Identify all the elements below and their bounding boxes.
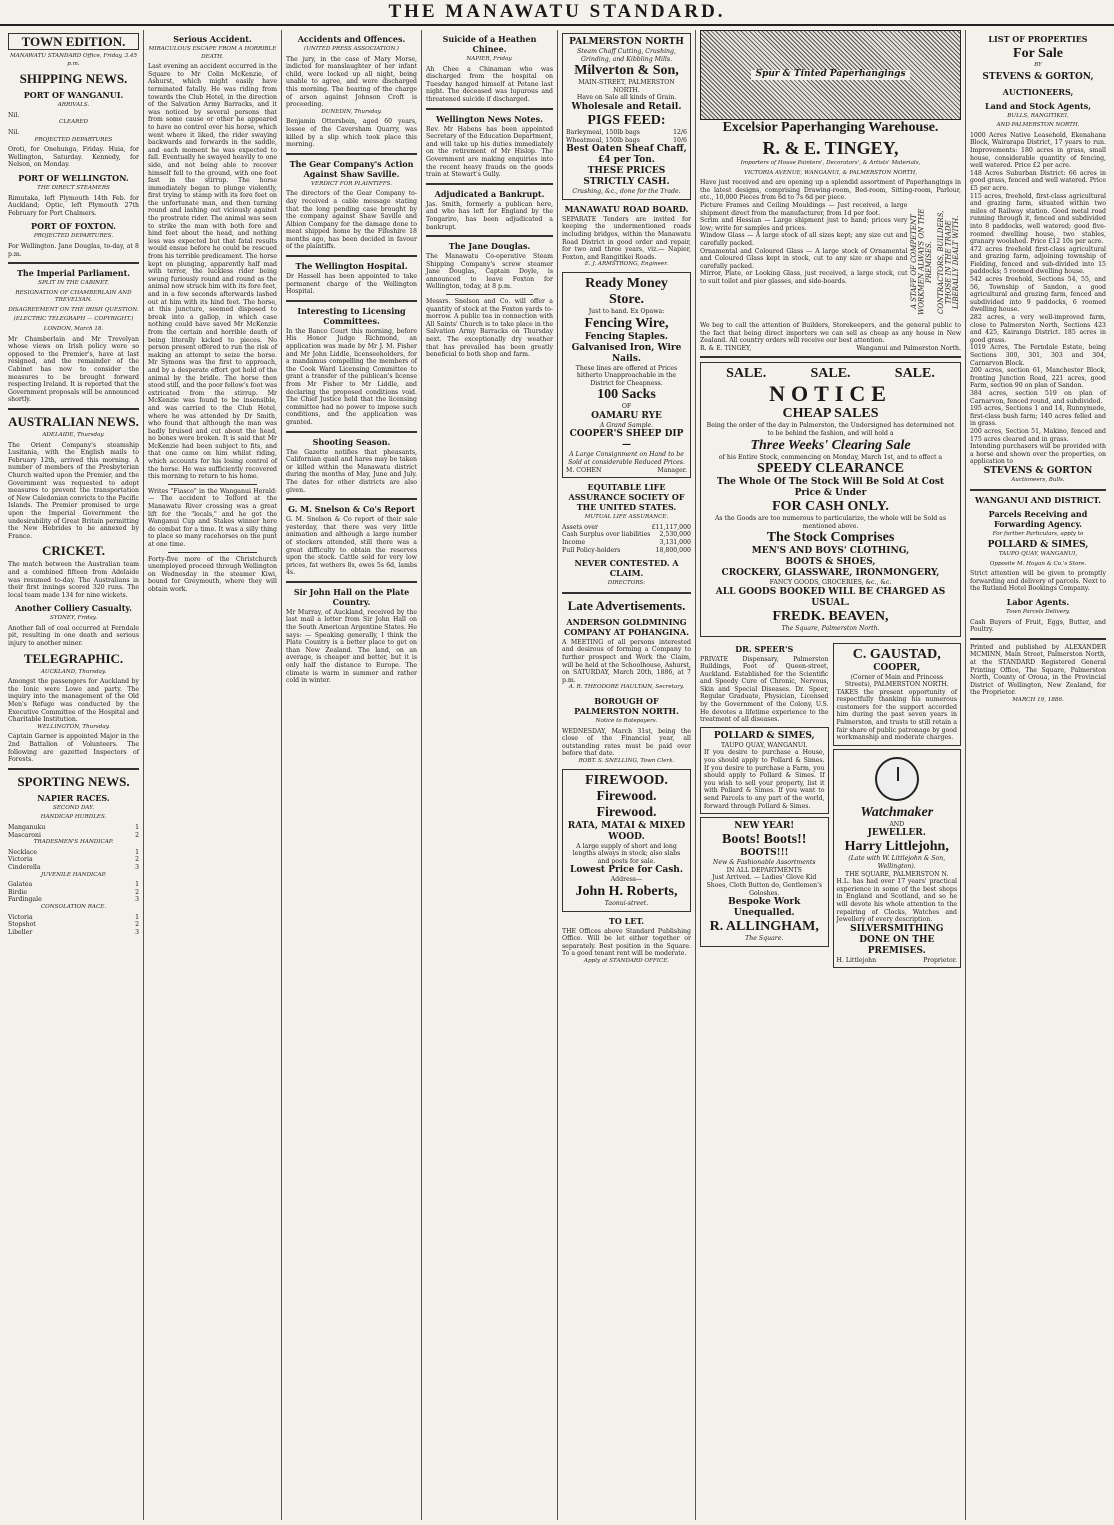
speedy-clearance: SPEEDY CLEARANCE [757,461,904,477]
stevens-role: Auctioneers, Bulls. [1011,476,1065,483]
adelaide-dateline: ADELAIDE, Thursday. [42,432,105,438]
port-wellington: PORT OF WELLINGTON. [18,172,129,183]
ad-trade: JEWELLER. [867,828,926,839]
pollard-name: POLLARD & SIMES, [987,540,1089,551]
littlejohn-ad [833,749,962,969]
port-foxton: PORT OF FOXTON. [31,221,116,232]
anderson-text: A MEETING of all persons interested and desirous of forming a Company to further prospect and Work the Claim, will be held at the Schoolhouse, Ashurst, on SATURDAY, March 20th, 1886, at 7 p.m. [562,638,691,684]
tingey-scrim: Scrim and Hessian — Large shipment just to hand; prices very low; write for samples and prices. [700,217,908,232]
dunedin-dateline: DUNEDIN, Thursday. [321,108,382,115]
resignation-sub: RESIGNATION OF CHAMBERLAIN AND TREVELYAN. [15,289,132,304]
accident-text: Last evening an accident occurred in the Square to Mr Colin McKenzie, of Ashurst, which might easily have terminated fatally. He was riding from towards the Club Hotel, in the direction of the Salvation Army Barracks, and it was noticed by several persons that from some cause or other he appeared to have no control over his horse, which went where it liked, the rider swaying backwards and forwards in the saddle, and each moment he was expected to fall. Eventually he swayed heavily to one side, and not being able to recover himself fell to the ground, with one foot fast in the stirrup. The horse immediately began to plunge violently, first trying to stamp with its fore feet on the unfortunate man, and then turning round and lashing out viciously against the prostrate rider. The animal was seen to strike the man with both fore and hind feet about the head, and nothing less was expected but that fatal results would ensue before he could be rescued from his terrible predicament. The horse kept on plunging, apparently half mad with terror, the luckless rider being swung furiously round and round as the animal now struck him with its fore feet, and in a few seconds afterwards lashed out at him with its hind feet. The horse, at this juncture, seemed disposed to break into a gallop, in which case nothing could have saved Mr McKenzie from the certain and horrible death of being literally kicked to pieces. No person present offered to run the risk of making an attempt to seize the horse. Mr Symons was the first to approach, and by a desperate effort got hold of the animal by the bridle. The horse then stood still, and the poor fellow's foot was extricated from the stirrup. Mr McKenzie was found to be insensible, and was carried to the Club Hotel, where he was attended by Dr Smith, who found that although the man was badly bruised and cut about the head, no bones were broken. It is said that Mr McKenzie had been subject to fits, and that one came on him whilst riding, which accounts for his losing control of the horse. He was sufficiently recovered this morning to return to his home. [148,63,277,481]
property-listing: 195 acres, Sections 1 and 14, Runnymede, first-class bush farm; 140 acres felled and in grass. [970,405,1106,428]
ad-business-name: FREDK. BEAVEN, [772,608,889,624]
divider [286,498,417,500]
ready-money-ad [562,272,691,478]
ad-text: IN ALL DEPARTMENTS [726,866,802,874]
ad-text: SILVERSMITHING DONE ON THE PREMISES. [850,923,944,956]
property-listing: 148 Acres Suburban District: 66 acres in good grass, fenced and well watered. Price £5 per acre. [970,169,1106,192]
paperhanging-engraving-icon: Spur & Tinted Paperhangings [700,30,961,120]
fiasco-text: Writes "Fiasco" in the Wanganui Herald: — The accident to Telford at the Manawatu River crossing was a great lift for the "locals," and he got the Wanganui Cup and Stakes winner here de combat for a time. It was a silly thing to place so many racehorses on the punt at one time. [148,487,277,548]
masthead [0,0,1114,26]
result-row: Birdie 2 [8,888,139,896]
wellington-notes-heading: Wellington News Notes. [436,113,543,124]
result-row: Stopshot 2 [8,921,139,929]
to-let-apply: Apply at STANDARD OFFICE. [583,957,670,964]
licensing-heading: Interesting to Licensing Committees. [297,305,406,326]
ad-business-name: Harry Littlejohn, [844,839,949,855]
ad-text: (Late with W. Littlejohn & Son, Wellington). [848,855,946,871]
departures-text: Oroti, for Onehunga, Friday. Huia, for Wellington, Saturday. Kennedy, for Nelson, on Monday. [8,146,139,169]
ad-item: Galvanised Iron, Wire Nails. [571,342,682,364]
ad-subtitle: Steam Chaff Cutting, Crushing, Grinding, and Kibbling Mills. [577,48,676,63]
imprint: Printed and published by ALEXANDER MCMINN, Main Street, Palmerston North, at the STANDARD Registered General Printing Office, The Square, Palmerston North, County of Oroua, in the Provincial District of Wellington, New Zealand, for the Proprietor. [970,643,1106,697]
ad-item: FANCY GOODS, GROCERIES, &c., &c. [769,579,892,587]
snelson-text: G. M. Snelson & Co report of their sale yesterday, that there was very little animation and although a large number of stockers attended, still there was a great difficulty to obtain the reserves upon the stock. Cattle sold for very low prices, fat wethers 8s, ewes 5s 6d, lambs 4s. [286,516,417,577]
cash-buyers: Cash Buyers of Fruit, Eggs, Butter, and Poultry. [970,618,1106,634]
ad-item: BOOTS & SHOES, [785,557,876,568]
haultain-signature: A. R. THEODORE HAULTAIN, Secretary. [568,684,685,691]
result-row: Victoria 2 [8,856,139,864]
divider [426,235,553,237]
road-board-text: SEPARATE Tenders are invited for keeping the undermentioned roads including bridges, within the Manawatu Road District in good order and repair, for two and three years, viz.— Napier, Foxton, and Rangitikei Roads. [562,215,691,261]
result-row: Necklace 1 [8,848,139,856]
offences-heading: Accidents and Offences. [297,34,406,44]
divider [426,183,553,185]
divider [446,294,533,295]
cleared-label: CLEARED [59,119,88,126]
lower-right-ads [833,640,962,972]
divider [426,108,553,110]
gear-heading: The Gear Company's Action Against Shaw Saville. [289,158,414,179]
london-dateline: LONDON, March 18. [43,326,104,333]
ad-business-name: Milverton & Son, [574,63,679,79]
ad-text: TAKES the present opportunity of respectfully thanking his numerous customers for the support accorded him during the past seven years in Palmerston, and trusts to still retain a fair share of public patronage by good workmanship and moderate charges. [836,688,957,742]
split-sub: SPLIT IN THE CABINET. [38,280,109,287]
property-listing: 200 acres, section 61, Manchester Block, fronting Junction Road, 221 acres, good Farm, section 90 on plan of Sandon. [970,367,1106,390]
column-2 [144,30,282,1520]
shipping-heading: SHIPPING NEWS. [19,71,128,87]
cheap-sales: CHEAP SALES [782,406,879,422]
consolation-race: CONSOLATION RACE. [40,903,107,910]
divider [286,581,417,583]
telegraphic-heading: TELEGRAPHIC. [23,650,124,666]
opposite: Opposite M. Hogan & Co.'s Store. [989,560,1087,567]
sporting-heading: SPORTING NEWS. [17,773,130,789]
ad-text: New & Fashionable Assortments [712,859,816,867]
property-listing: 200 acres, Section 51, Makino, fenced and 175 acres cleared and in grass. [970,427,1106,443]
telegraphic-text: Amongst the passengers for Auckland by the Ionic were Lowe and party. The inquiry into the management of the Old Men's Refuge was conducted by the Executive Committee of the Hospital and Charitable Institution. [8,678,139,724]
never-contested: NEVER CONTESTED. A CLAIM. [574,558,679,579]
ad-wholesale: Wholesale and Retail. [571,101,682,112]
ad-item: Fencing Wire, [584,315,669,331]
gear-text: The directors of the Gear Company to-day received a cable message stating that the long pending case brought by the company against Shaw Saville and Albion Company for the damage done to meat shipped home by the Fifeshire 18 months ago, has been decided in favour of the plaintiffs. [286,190,417,251]
tingey-ornamental: Ornamental and Coloured Glass — A large stock of Ornamental and Coloured Glass kept in stock, cut to any size or shape and carefully packed. [700,247,908,270]
result-row: Fardingale 3 [8,896,139,904]
hall-heading: Sir John Hall on the Plate Country. [293,586,410,607]
further-particulars: For further Particulars, apply to [992,530,1084,537]
shooting-text: The Gazette notifies that pheasants, Californian quail and hares may be taken or killed within the Manawatu district during the months of May, June and July. The dates for other districts are also given. [286,448,417,494]
speer-heading: DR. SPEER'S [735,643,794,654]
column-6 [696,30,966,1520]
tingey-vertical-2: CONTRACTORS, BUILDERS, THOSE IN THE TRADE LIBERALLY DEALT WITH. [937,210,961,314]
assets-row: Income 3,131,000 [562,539,691,547]
ad-pigs-feed: PIGS FEED: [587,112,666,128]
ratepayers-text: WEDNESDAY, March 31st, being the close of the Financial year, all outstanding rates must be paid over before that date. [562,727,691,758]
property-listing: 1000 Acres Native Leasehold, Ekenahana Block, Wairarapa District, 17 years to run. Improvements: 180 acres in grass, small house, considerable quantity of fencing, well watered. Price £2 per acre. [970,131,1106,170]
clock-icon [875,757,919,801]
juvenile-handicap: JUVENILE HANDICAP. [41,871,106,878]
hospital-heading: The Wellington Hospital. [295,261,408,272]
road-board-signature: E. J. ARMSTRONG, Engineer. [584,261,669,268]
ad-signature: M. COHEN Manager. [566,466,687,474]
column-1 [4,30,144,1520]
column-4 [422,30,558,1520]
handicap-hurdles: HANDICAP HURDLES. [40,814,107,821]
colliery-heading: Another Colliery Casualty. [15,603,132,614]
arrivals-label: ARRIVALS. [57,102,90,109]
ad-item: RATA, MATAI & MIXED WOOD. [567,820,686,842]
tingey-details [700,202,961,322]
divider [8,408,139,410]
firewood-ad [562,769,691,912]
ad-address: The Square, Palmerston North. [781,624,880,632]
direct-text: Rimutaka, left Plymouth 14th Feb. for Auckland; Optic, left Plymouth 27th February for Port Chalmers. [8,194,139,217]
ad-text: A large supply of short and long lengths always in stock; also slabs and posts for sale. [572,842,681,865]
anderson-heading: ANDERSON GOLDMINING COMPANY AT POHANGINA. [563,616,690,637]
taupo-address: TAUPO QUAY, WANGANUI, [998,551,1078,558]
hall-text: Mr Murray, of Auckland, received by the last mail a letter from Sir John Hall on the South American Argentine States. He says: — Speaking generally, I think the Plate Country is a better place to get on than New Zealand. The land, on an average, is cheaper and better, but it is only half the distance to Europe. The climate is warm in summer and rather cold in winter. [286,608,417,685]
parliament-heading: The Imperial Parliament. [16,268,131,279]
bulls: BULLS, RANGITIKEI, [1007,112,1069,119]
direct-label: THE DIRECT STEAMERS [37,184,110,191]
page-columns [4,30,1110,1520]
divider [286,431,417,433]
auckland-dateline: AUCKLAND, Thursday. [40,668,107,675]
ad-text: Have on Sale all kinds of Grain. [576,94,677,102]
bankrupt-heading: Adjudicated a Bankrupt. [434,188,545,199]
divider [8,768,139,770]
divider [562,592,691,594]
ad-crushing: Crushing, &c., done for the Trade. [572,188,681,196]
ad-business-name: R. ALLINGHAM, [709,919,819,935]
divider [700,356,961,358]
telegraph-credit: (ELECTRIC TELEGRAPH — COPYRIGHT.) [13,316,134,323]
lower-ads [700,640,961,972]
ad-text: If you desire to purchase a House, you should apply to Pollard & Simes. If you desire to purchase a Farm, you should apply to Pollard & Simes. If you wish to sell your property, list it with Pollard & Simes. If you want to send Parcels to any part of the world, forward through Pollard & Simes. [704,749,825,810]
ad-business-name: POLLARD & SIMES, [713,730,815,741]
sydney-dateline: SYDNEY, Friday. [50,615,97,622]
divider [168,484,257,485]
tingey-importers: Importers of House Painters', Decorators', & Artists' Materials, [740,160,921,166]
jane-heading: The Jane Douglas. [448,241,531,252]
ad-heading: NEW YEAR! [734,821,795,832]
to-let-heading: TO LET. [608,915,645,926]
tingey-signature: R. & E. TINGEY, Wanganui and Palmerston North. [700,344,961,352]
licensing-text: In the Banco Court this morning, before His Honor Judge Richmond, an application was made by Mr J. M. Fisher and Mr John Liddle, licenseeholders, for a mandamus compelling the members of the Cook Ward Licensing Committee to grant a transfer of the publican's license from Mr Fisher to Mr Liddle, and declaring the proposed conditions void. The Chief Justice held that the licensing committee had no power to impose such conditions, and the application was granted. [286,327,417,426]
ad-location: PALMERSTON NORTH [569,37,684,47]
ad-oaten: Best Oaten Sheaf Chaff, £4 per Ton. [566,144,687,166]
column-3 [282,30,422,1520]
hospital-text: Dr Hassell has been appointed to take permanent charge of the Wellington Hospital. [286,273,417,296]
ad-address: Taonui-street. [604,899,649,907]
late-ads-heading: Late Advertisements. [567,597,686,613]
dunedin-text: Benjamin Ottersbein, aged 60 years, lessee of the Caversham Quarry, was killed by a slip which took place this morning. [286,118,417,149]
ad-item: Fencing Staples. [584,331,669,342]
speer-text: PRIVATE Dispensary, Palmerston Buildings, Foot of Queen-street, Auckland. Established for the Scientific and Speedy Cure of Chronic, Nervous, Skin and Special Diseases. Dr. Speer, Regular Graduate, Physician, Licensed by the Government of the Colony, U.S. He devotes a lifetime experience to the treatment of all diseases. [700,655,829,724]
ad-text: H.L. has had over 17 years' practical experience in some of the best shops in England and Scotland, and so he will devote his whole attention to the repairing of Clocks, Watches and Jewellery of every description. [836,878,957,924]
suicide-heading: Suicide of a Heathen Chinee. [442,34,537,54]
ad-address: THE SQUARE, PALMERSTON N. [845,870,949,878]
ratepayers-sub: Notice to Ratepayers. [595,717,658,724]
tingey-items [700,202,907,322]
suicide-text: Ah Chee a Chinaman who was discharged from the hospital on Tuesday hanged himself at Petane last night. The deceased was lupurous and threatened suicide if discharged. [426,65,553,103]
result-row: Manganuku 1 [8,823,139,831]
sale-row [704,366,957,382]
tingey-name: R. & E. TINGEY, [762,138,899,158]
wellington-dateline: WELLINGTON, Thursday. [37,723,110,730]
property-listing: 384 acres, section 519 on plan of Carnarvon, fenced round, and subdivided. [970,389,1106,405]
ad-signature: H. Littlejohn Proprietor. [836,956,957,964]
sale-word: SALE. [726,366,767,382]
property-listing: 1019 Acres, The Ferndale Estate, being Sections 300, 301, 303 and 304, Carnarvon Block. [970,344,1106,367]
divider [168,552,257,553]
ad-item: COOPER'S SHEEP DIP — [569,429,684,451]
wellington-notes-text: Rev. Mr Habens has been appointed Secretary of the Education Department, and will take up his duties immediately on the retirement of Mr Hislop. The Government are making enquiries into the recent heavy frauds on the goods train at Stewart's Gully. [426,125,553,179]
ad-text: A Large Consignment on Hand to be Sold at considerable Reduced Prices. [568,451,685,467]
tingey-window: Window Glass — A large stock of all sizes kept; any size cut and carefully packed. [700,232,908,247]
tingey-mirror: Mirror, Plate, or Looking Glass, just received, a large stock, cut to suit toilet and pier glasses, and side-boards. [700,270,908,285]
result-row: Galatea 1 [8,881,139,889]
ad-heading: Firewood. [596,804,657,820]
labor-agents: Labor Agents. [1006,597,1070,608]
result-row: Libeller 3 [8,928,139,936]
ad-heading: Boots! Boots!! [722,832,807,848]
disagreement-sub: DISAGREEMENT ON THE IRISH QUESTION. [8,306,139,313]
ad-item: Lowest Price for Cash. [570,865,683,876]
ad-item: 100 Sacks [597,387,656,403]
and-palmerston: AND PALMERSTON NORTH. [996,122,1080,129]
arrivals-nil: Nil. [8,111,20,119]
stock-comprises: The Stock Comprises [766,530,895,546]
price-row: Barleymeal, 150lb bags 12/6 [566,128,687,136]
assets-row: Assets over £11,117,000 [562,523,691,531]
ad-text: Address— [610,876,643,884]
second-day: SECOND DAY. [53,804,94,811]
milverton-ad [562,33,691,200]
napier-dateline: NAPIER, Friday. [466,56,513,62]
accident-heading: Serious Accident. [173,34,252,44]
allingham-ad [700,817,829,947]
colliery-text: Another fall of coal occurred at Ferndale pit, resulting in one death and serious injury to another miner. [8,624,139,648]
snelson-heading: G. M. Snelson & Co's Report [288,504,415,515]
tingey-beg: We beg to call the attention of Builders, Storekeepers, and the general public to the fact that being direct importers we can sell as cheap as any house in New Zealand. All country orders will receive our best attention. [700,321,961,345]
divider [286,255,417,257]
town-parcels: Town Parcels Delivery. [1006,609,1070,616]
to-let-text: THE Offices above Standard Publishing Office. Will be let either together or separately. Best position in the Square. To a good tenant rent will be moderate. [562,927,691,958]
excelsior-heading: Excelsior Paperhanging Warehouse. [722,120,939,135]
ad-address: The Square. [745,935,784,943]
result-row: Cinderella 3 [8,863,139,871]
ad-item: MEN'S AND BOYS' CLOTHING, [751,546,910,557]
departures-label: PROJECTED DEPARTURES [34,136,113,143]
cricket-text: The match between the Australian team and a combined fifteen from Adelaide was resumed to-day. The Australians in their first innings scored 320 runs. The local team made 134 for nine wickets. [8,561,139,599]
ad-heading: FIREWOOD. [585,772,668,788]
napier-races: NAPIER RACES. [37,792,110,803]
ad-business-name: John H. Roberts, [575,883,678,899]
pollard-ad [700,727,829,814]
accident-sub: MIRACULOUS ESCAPE FROM A HORRIBLE DEATH. [148,46,277,60]
by-label: BY [1034,62,1042,68]
cash-only: FOR CASH ONLY. [772,499,889,515]
lower-left-ads [700,640,829,972]
wellington-text: Captain Garner is appointed Major in the 2nd Battalion of Volunteers. The following are gazetted Inspectors of Forests. [8,733,139,764]
mutual-sub: MUTUAL LIFE ASSURANCE. [584,514,669,521]
ad-address: TAUPO QUAY, WANGANUI. [720,741,808,749]
edition-heading: TOWN EDITION. [8,33,139,50]
parcels-heading: Parcels Receiving and Forwarding Agency. [988,508,1088,529]
intending-text: Intending purchasers will be provided with a horse and shown over the properties, on application to [970,443,1106,466]
ad-whole: The Whole Of The Stock Will Be Sold At Cost Price & Under [716,477,945,499]
property-listing: 115 acres, freehold, first-class agricultural and grazing farm, situated within two miles of Railway station. Good metal road running through it, fenced and subdivided into 8 paddocks, well watered; good five-roomed dwelling house, two stables, granary woolshed. Price £12 10s per acre. [970,192,1106,246]
ad-heading: BOOTS!!! [739,848,789,859]
assets-row: Full Policy-holders 18,800,000 [562,546,691,554]
port-wanganui: PORT OF WANGANUI. [23,90,124,101]
ad-text: A Grand Sample. [599,421,654,429]
foxton-departures: PROJECTED DEPARTURES. [33,233,114,240]
london-text: Mr Chamberlain and Mr Trevelyan whose views on Irish policy were so opposed to the Premier's, have at last resigned, and the remainder of the Cabinet has now to consider the measures to be brought forward respecting Ireland. It is reported that the Government proposals will be announced shortly. [8,335,139,404]
ad-text: As the Goods are too numerous to particularize, the whole will be Sold as mentioned above. [714,515,947,530]
tingey-picture: Picture Frames and Ceiling Mouldings — Just received, a large shipment direct from the manufacturer, from 1d per foot. [700,201,908,217]
ad-text: Being the order of the day in Palmerston, the Undersigned has determined not to be behind the fashion, and will hold a [706,422,955,437]
price-row: Wheatmeal, 150lb bags 10/6 [566,136,687,144]
ad-text: AND [889,820,905,828]
cricket-heading: CRICKET. [42,543,105,559]
ad-text: OF [621,403,632,411]
ad-item: OAMARU RYE [591,410,662,421]
newspaper-title: THE MANAWATU STANDARD. [388,1,726,22]
divider [970,489,1106,491]
beaven-sale-ad [700,362,961,636]
directors-label: DIRECTORS: [607,580,646,587]
ad-text: Just Arrived. — Ladies' Glove Kid Shoes, Cloth Button do, Gentlemen's Goloshes. [706,874,822,897]
ad-address: (Corner of Main and Princess Streets), PALMERSTON NORTH. [844,673,949,689]
wanganui-heading: WANGANUI AND DISTRICT. [975,494,1101,505]
ad-text: Just to hand. Ex Opawa: [588,307,665,315]
result-row: Mascaroni 2 [8,831,139,839]
divider [8,262,139,264]
stevens-gorton: STEVENS & GORTON, [982,71,1094,82]
property-listing: 282 acres, a very well-improved farm, close to Palmerston North, Sections 423 and 425, Kairanga District. 185 acres in good grass. [970,314,1106,344]
ad-heading: Firewood. [596,788,657,804]
bankrupt-text: Jas. Smith, formerly a publican here, and who has left for England by the Tongariro, has been adjudicated a bankrupt. [426,200,553,231]
verdict-sub: VERDICT FOR PLAINTIFFS. [310,180,392,187]
ad-text: of his Entire Stock, commencing on Monday, March 1st, and to effect a [718,453,943,461]
ad-item: CROCKERY, GLASSWARE, IRONMONGERY, [721,568,940,579]
column-7 [966,30,1110,1520]
ad-text: Bespoke Work Unequalled. [728,897,801,919]
australian-text: The Orient Company's steamship Lusitania, with the English mails to February 12th, arrived this morning. A number of members of the Presbyterian Church waited upon the Premier, and the Government was requested to adopt measures to prevent the transportation of New Caledonian convicts to the Pacific Islands. The Premier promised to urge upon the Imperial Government the undesirability of Great Britain permitting the New Hebrides to be annexed by France. [8,441,139,540]
ad-business-name: C. GAUSTAD, [852,646,941,662]
ad-trade: Watchmaker [860,804,934,820]
ad-heading: Ready Money Store. [585,275,668,307]
property-listing: 472 acres freehold first-class agricultural and grazing farm, adjoining township of Fielding, fenced and sub-divided into 15 paddocks; 5 roomed dwelling house. [970,245,1106,276]
properties-heading: LIST OF PROPERTIES [988,34,1088,44]
ad-booked: ALL GOODS BOOKED WILL BE CHARGED AS USUAL. [715,586,946,608]
column-5 [558,30,696,1520]
sale-word: SALE. [810,366,851,382]
three-weeks: Three Weeks' Clearing Sale [750,437,911,453]
divider [286,153,417,155]
tradesmens-handicap: TRADESMEN'S HANDICAP. [33,839,114,846]
assets-row: Cash Surplus over liabilities 2,530,000 [562,531,691,539]
property-listing: 542 acres freehold, Sections 54, 55, and 56, Township of Sandon, a good agricultural and grazing farm, fenced and subdivided into 9 paddocks, 6 roomed dwelling house. [970,276,1106,314]
ad-prices: THESE PRICES STRICTLY CASH. [583,166,670,188]
borough-heading: BOROUGH OF PALMERSTON NORTH. [574,695,679,716]
land-agents: Land and Stock Agents, [984,100,1092,111]
auctioneers: AUCTIONEERS, [1002,86,1074,97]
equitable-heading: EQUITABLE LIFE ASSURANCE SOCIETY OF THE UNITED STATES. [568,482,685,513]
edition-sub: MANAWATU STANDARD Office, Friday, 3.45 p.m. [9,53,138,67]
ad-text: These lines are offered at Prices hitherto Unapproachable in the District for Cheapness. [575,364,678,387]
christchurch-text: Forty-five more of the Christchurch unemployed proceed through Wellington on Wednesday in the steamer Kiwi, bound for Greymouth, where they will obtain work. [148,555,277,593]
tingey-address: VICTORIA AVENUE, WANGANUI, & PALMERSTON NORTH, [743,169,918,176]
tingey-vertical-1: A STAFF OF COMPETENT WORKMEN ALWAYS ON THE PREMISES. [910,208,934,316]
foxton-text: For Wellington. Jane Douglas, to-day, at 8 p.m. [8,242,139,258]
result-row: Victoria 1 [8,913,139,921]
strict-text: Strict attention will be given to promptly forwarding and delivery of parcels. Next to the Rutland Hotel Bookings Company. [970,570,1106,593]
sale-word: SALE. [894,366,935,382]
road-board-heading: MANAWATU ROAD BOARD. [564,203,689,214]
imprint-date: MARCH 19, 1886. [1012,697,1064,703]
gaustad-ad [833,643,962,746]
for-sale-heading: For Sale [1013,46,1063,61]
tingey-have: Have just received and are opening up a splendid assortment of Paperhangings in the latest designs, comprising Drawing-room, Bed-room, Sitting-room, Parlour, etc., 10,000 Pieces from 6d to 7s 6d per piece. [700,179,961,202]
jane-text: The Manawatu Co-operative Steam Shipping Company's screw steamer Jane Douglas, Captain Doyle, is announced to leave Foxton for Wellington, today, at 8 p.m. [426,253,553,291]
shooting-heading: Shooting Season. [312,436,391,447]
stevens-signature: STEVENS & GORTON [983,465,1093,476]
divider [286,300,417,302]
press-credit: (UNITED PRESS ASSOCIATION.) [304,46,399,52]
divider [970,638,1106,640]
local-notes-text: Messrs. Snelson and Co. will offer a quantity of stock at the Foxton yards to-morrow. A public tea in connection with All Saints' Church is to take place in the Salvation Army Barracks on Thursday next. The exceptionally dry weather that has prevailed has been greatly beneficial to both shop and farm. [426,298,553,359]
ad-trade: COOPER, [873,662,921,673]
ad-address: MAIN-STREET, PALMERSTON NORTH. [578,79,675,94]
snelling-signature: ROBT. S. SNELLING, Town Clerk. [578,757,675,764]
offences-text: The jury, in the case of Mary Morse, indicted for manslaughter of her infant child, were locked up all night, being unable to agree, and were discharged this morning. The hearing of the charge of arson against Johnson Croft is proceeding. [286,55,417,109]
cleared-nil: Nil. [8,128,20,136]
australian-heading: AUSTRALIAN NEWS. [8,414,139,429]
notice-heading: NOTICE [769,381,892,407]
